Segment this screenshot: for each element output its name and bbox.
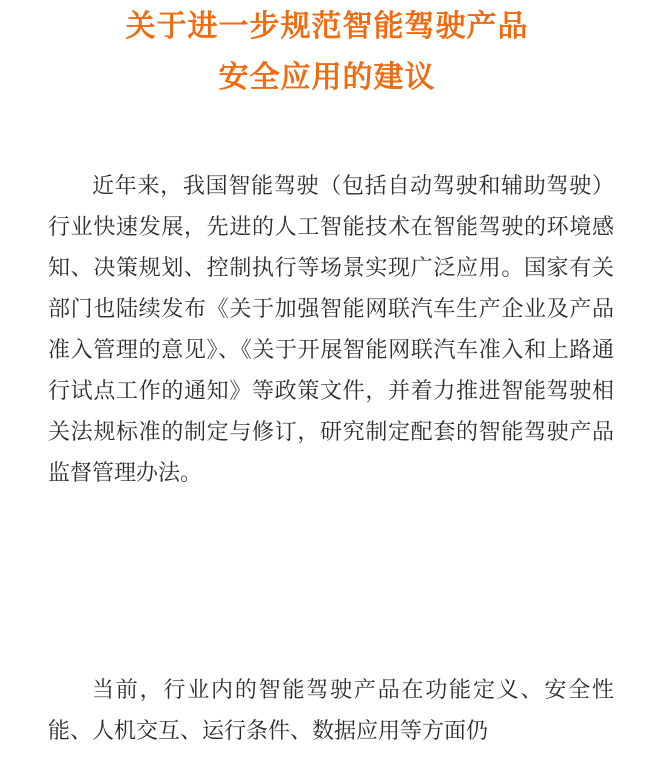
body-paragraph-2: 当前，行业内的智能驾驶产品在功能定义、安全性能、人机交互、运行条件、数据应用等方面仍	[48, 678, 614, 744]
article-title-line-2: 安全应用的建议	[218, 60, 436, 95]
article-title-line-1: 关于进一步规范智能驾驶产品	[125, 9, 529, 44]
body-paragraph-1: 近年来，我国智能驾驶（包括自动驾驶和辅助驾驶）行业快速发展，先进的人工智能技术在智能驾驶的环境感知、决策规划、控制执行等场景实现广泛应用。国家有关部门也陆续发布《关于加强智能网联汽车生产企业及产品准入管理的意见》、《关于开展智能网联汽车准入和上路通行试点工作的通知》等政策文件，并着力推进智能驾驶相关法规标准的制定与修订，研究制定配套的智能驾驶产品监督管理办法。	[48, 174, 614, 486]
